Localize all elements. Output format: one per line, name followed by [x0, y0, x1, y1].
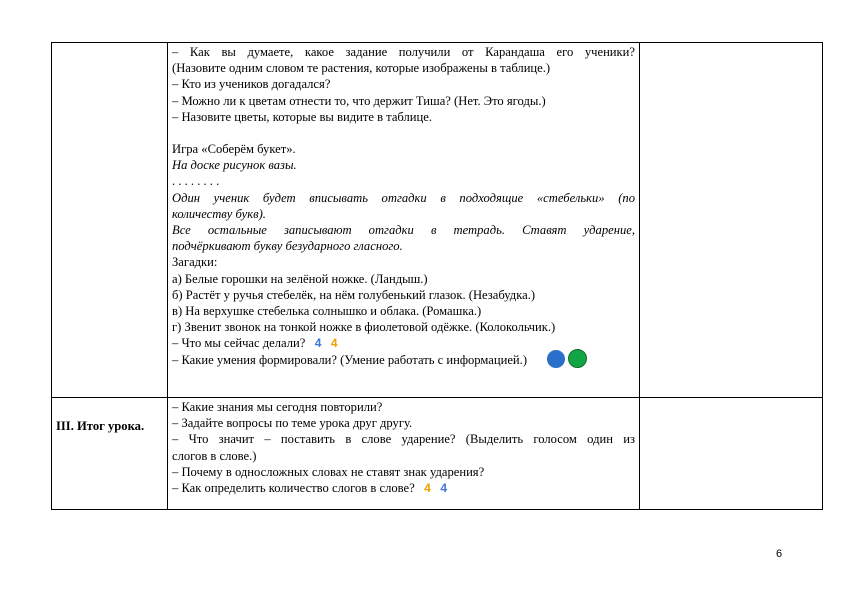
- table-row: [52, 43, 823, 398]
- question-tisha: – Можно ли к цветам отнести то, что держит Тиша? (Нет. Это ягоды.): [172, 93, 546, 108]
- instruction-one-student: Один ученик будет вписывать отгадки в подходящие «стебельки» (по: [172, 190, 635, 205]
- table-row: [52, 398, 823, 510]
- green-circle-icon: [568, 349, 587, 368]
- question-stress-end: слогов в слове.): [172, 448, 257, 463]
- orange-number-mark: 4: [424, 481, 431, 496]
- question-skills-text: – Какие умения формировали? (Умение работать с информацией.): [172, 352, 528, 367]
- question-carandash-hint: (Назовите одним словом те растения, которые изображены в таблице.): [172, 61, 551, 76]
- question-monosyllabic: – Почему в односложных словах не ставят знак ударения?: [172, 464, 485, 479]
- question-syllables-text: – Как определить количество слогов в слове?: [172, 481, 415, 496]
- question-syllables: [172, 480, 635, 496]
- question-ask-each-other: – Задайте вопросы по теме урока друг другу.: [172, 416, 413, 431]
- instruction-one-student-end: количеству букв).: [172, 206, 266, 221]
- notes-cell-summary: [640, 398, 823, 510]
- blue-number-mark: 4: [440, 481, 447, 496]
- riddle-a: а) Белые горошки на зелёной ножке. (Ландыш.): [172, 271, 428, 286]
- ellipsis-line: . . . . . . . .: [172, 174, 220, 189]
- page-number: 6: [776, 548, 783, 560]
- instruction-others-end: подчёркивают букву безударного гласного.: [172, 239, 403, 254]
- riddle-b: б) Растёт у ручья стебелёк, на нём голубенький глазок. (Незабудка.): [172, 287, 536, 302]
- notes-cell: [640, 43, 823, 398]
- orange-number-mark: 4: [330, 336, 338, 351]
- question-what-doing-text: – Что мы сейчас делали?: [172, 336, 306, 351]
- question-skills: [172, 352, 635, 369]
- question-knowledge: – Какие знания мы сегодня повторили?: [172, 400, 383, 414]
- blue-circle-icon: [547, 350, 565, 368]
- game-title: Игра «Соберём букет».: [172, 142, 296, 157]
- question-what-doing: [172, 335, 635, 351]
- question-name-flowers: – Назовите цветы, которые вы видите в таблице.: [172, 109, 433, 124]
- question-who-guessed: – Кто из учеников догадался?: [172, 77, 331, 92]
- riddle-c: в) На верхушке стебелька солнышко и облака. (Ромашка.): [172, 304, 482, 319]
- lesson-table: [51, 42, 823, 510]
- instruction-others: Все остальные записывают отгадки в тетрадь. Ставят ударение,: [172, 223, 635, 238]
- question-carandash: – Как вы думаете, какое задание получили от Карандаша его ученики?: [172, 45, 635, 59]
- board-note: На доске рисунок вазы.: [172, 158, 297, 173]
- blue-number-mark: 4: [314, 336, 322, 351]
- stage-cell-summary: III. Итог урока.: [52, 398, 168, 510]
- riddles-title: Загадки:: [172, 255, 218, 270]
- stage-cell: [52, 43, 168, 398]
- riddle-d: г) Звенит звонок на тонкой ножке в фиолетовой одёжке. (Колокольчик.): [172, 320, 556, 335]
- activity-cell: [168, 43, 640, 398]
- question-stress: – Что значит – поставить в слове ударение? (Выделить голосом один из: [172, 432, 635, 447]
- activity-cell-summary: [168, 398, 640, 510]
